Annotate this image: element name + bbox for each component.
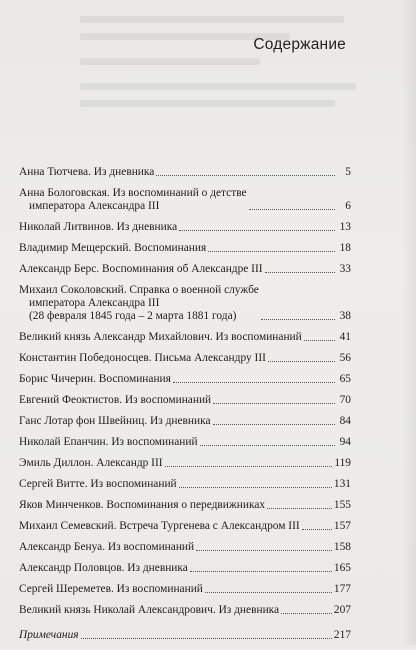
toc-entry [19,604,351,617]
toc-page-number: 157 [333,520,351,532]
dot-leader [173,382,335,383]
toc-entry [19,166,351,179]
toc-page-number: 33 [339,263,351,275]
toc-entry [19,221,351,234]
toc-entry-title [19,373,171,386]
toc-page-number: 177 [333,583,351,595]
toc-entry [19,187,351,213]
notes-page-number: 217 [333,629,351,641]
show-through-text [80,6,380,136]
dot-leader [265,272,335,273]
toc-entry-line: императора Александра III [29,200,160,212]
toc-entry-title [19,520,300,533]
toc-entry-line: Александр Берс. Воспоминания об Александре III [19,263,263,275]
toc-entry-line: Сергей Шереметев. Из воспоминаний [19,583,203,595]
dot-leader [302,529,332,530]
toc-entry [19,541,351,554]
toc-entry [19,436,351,449]
dot-leader [190,571,332,572]
toc-entry-line: (28 февраля 1845 года – 2 марта 1881 года) [29,310,237,322]
toc-entry-title [19,221,177,234]
dot-leader [249,209,335,210]
toc-page-number: 18 [339,242,351,254]
toc-entry-line: Великий князь Николай Александрович. Из дневника [19,604,280,616]
toc-entry-title [19,263,263,276]
toc-entry-line: Анна Бологовская. Из воспоминаний о детстве [19,187,247,199]
toc-entry [19,373,351,386]
toc-entry [19,499,351,512]
toc-entry-title [19,284,259,323]
toc-entry [19,331,351,344]
toc-entry [19,242,351,255]
toc-entry-line: Александр Половцов. Из дневника [19,562,188,574]
page-edge-shadow [402,0,416,645]
toc-entry [19,478,351,491]
table-of-contents [19,166,351,650]
toc-entry-line: императора Александра III [29,297,160,309]
dot-leader [179,230,335,231]
toc-entry-title [19,562,188,575]
toc-entry-line: Анна Тютчева. Из дневника [19,166,155,178]
dot-leader [268,361,335,362]
toc-entry-line: Ганс Лотар фон Швейниц. Из дневника [19,415,211,427]
toc-entry-line: Сергей Витте. Из воспоминаний [19,478,177,490]
toc-entry-title [19,457,163,470]
dot-leader [267,508,332,509]
dot-leader [200,445,335,446]
toc-entry [19,284,351,323]
toc-entry-title [19,583,203,596]
toc-page-number: 13 [339,221,351,233]
toc-entry [19,394,351,407]
notes-label: Примечания [19,629,79,641]
toc-entry [19,415,351,428]
toc-page-number: 158 [333,541,351,553]
toc-entry-title [19,166,154,179]
toc-entry-title [19,541,194,554]
dot-leader [261,319,335,320]
toc-entry-line: Александр Бенуа. Из воспоминаний [19,541,195,553]
dot-leader [304,340,335,341]
toc-entry-title [19,478,177,491]
toc-entry-title [19,331,302,344]
toc-entry-title [19,187,247,213]
toc-entry-line: Эмиль Диллон. Александр III [19,457,163,469]
toc-entry-line: Великий князь Александр Михайлович. Из воспоминаний [19,331,302,343]
dot-leader [208,251,335,252]
toc-entry [19,562,351,575]
toc-page-number: 70 [339,394,351,406]
toc-page-number: 6 [345,200,351,212]
toc-page-number: 165 [333,562,351,574]
dot-leader [179,487,332,488]
toc-entry-title [19,604,279,617]
toc-page-number: 131 [333,478,351,490]
toc-page-number: 119 [334,457,351,469]
toc-entry-line: Николай Епанчин. Из воспоминаний [19,436,198,448]
toc-entry-line: Евгений Феоктистов. Из воспоминаний [19,394,212,406]
toc-page-number: 207 [333,604,351,616]
toc-entry [19,520,351,533]
toc-entry [19,583,351,596]
dot-leader [81,638,332,639]
toc-entry [19,457,351,470]
toc-page-number: 5 [345,166,351,178]
toc-page-number: 84 [339,415,351,427]
toc-entry-title [19,436,198,449]
toc-page-number: 65 [339,373,351,385]
toc-entry-title [19,415,211,428]
dot-leader [213,403,335,404]
toc-entry-line: Михаил Семевский. Встреча Тургенева с Александром III [19,520,300,532]
toc-notes-entry [19,629,351,642]
toc-page-number: 56 [339,352,351,364]
toc-entry [19,263,351,276]
toc-entry [19,352,351,365]
toc-page-number: 94 [339,436,351,448]
dot-leader [165,466,333,467]
dot-leader [156,175,335,176]
toc-page-number: 155 [333,499,351,511]
toc-entry-line: Владимир Мещерский. Воспоминания [19,242,207,254]
toc-entry-title [19,242,206,255]
dot-leader [196,550,332,551]
toc-page-number: 38 [339,310,351,322]
toc-entry-title [19,499,265,512]
toc-page-number: 41 [339,331,351,343]
dot-leader [205,592,332,593]
dot-leader [213,424,335,425]
dot-leader [281,613,332,614]
toc-entry-line: Николай Литвинов. Из дневника [19,221,178,233]
toc-entry-line: Борис Чичерин. Воспоминания [19,373,171,385]
toc-entry-title [19,352,266,365]
toc-entry-line: Михаил Соколовский. Справка о военной службе [19,284,259,296]
toc-entry-line: Константин Победоносцев. Письма Александру III [19,352,266,364]
toc-entry-title [19,394,211,407]
page-title: Содержание [253,36,346,53]
toc-entry-line: Яков Минченков. Воспоминания о передвижниках [19,499,266,511]
